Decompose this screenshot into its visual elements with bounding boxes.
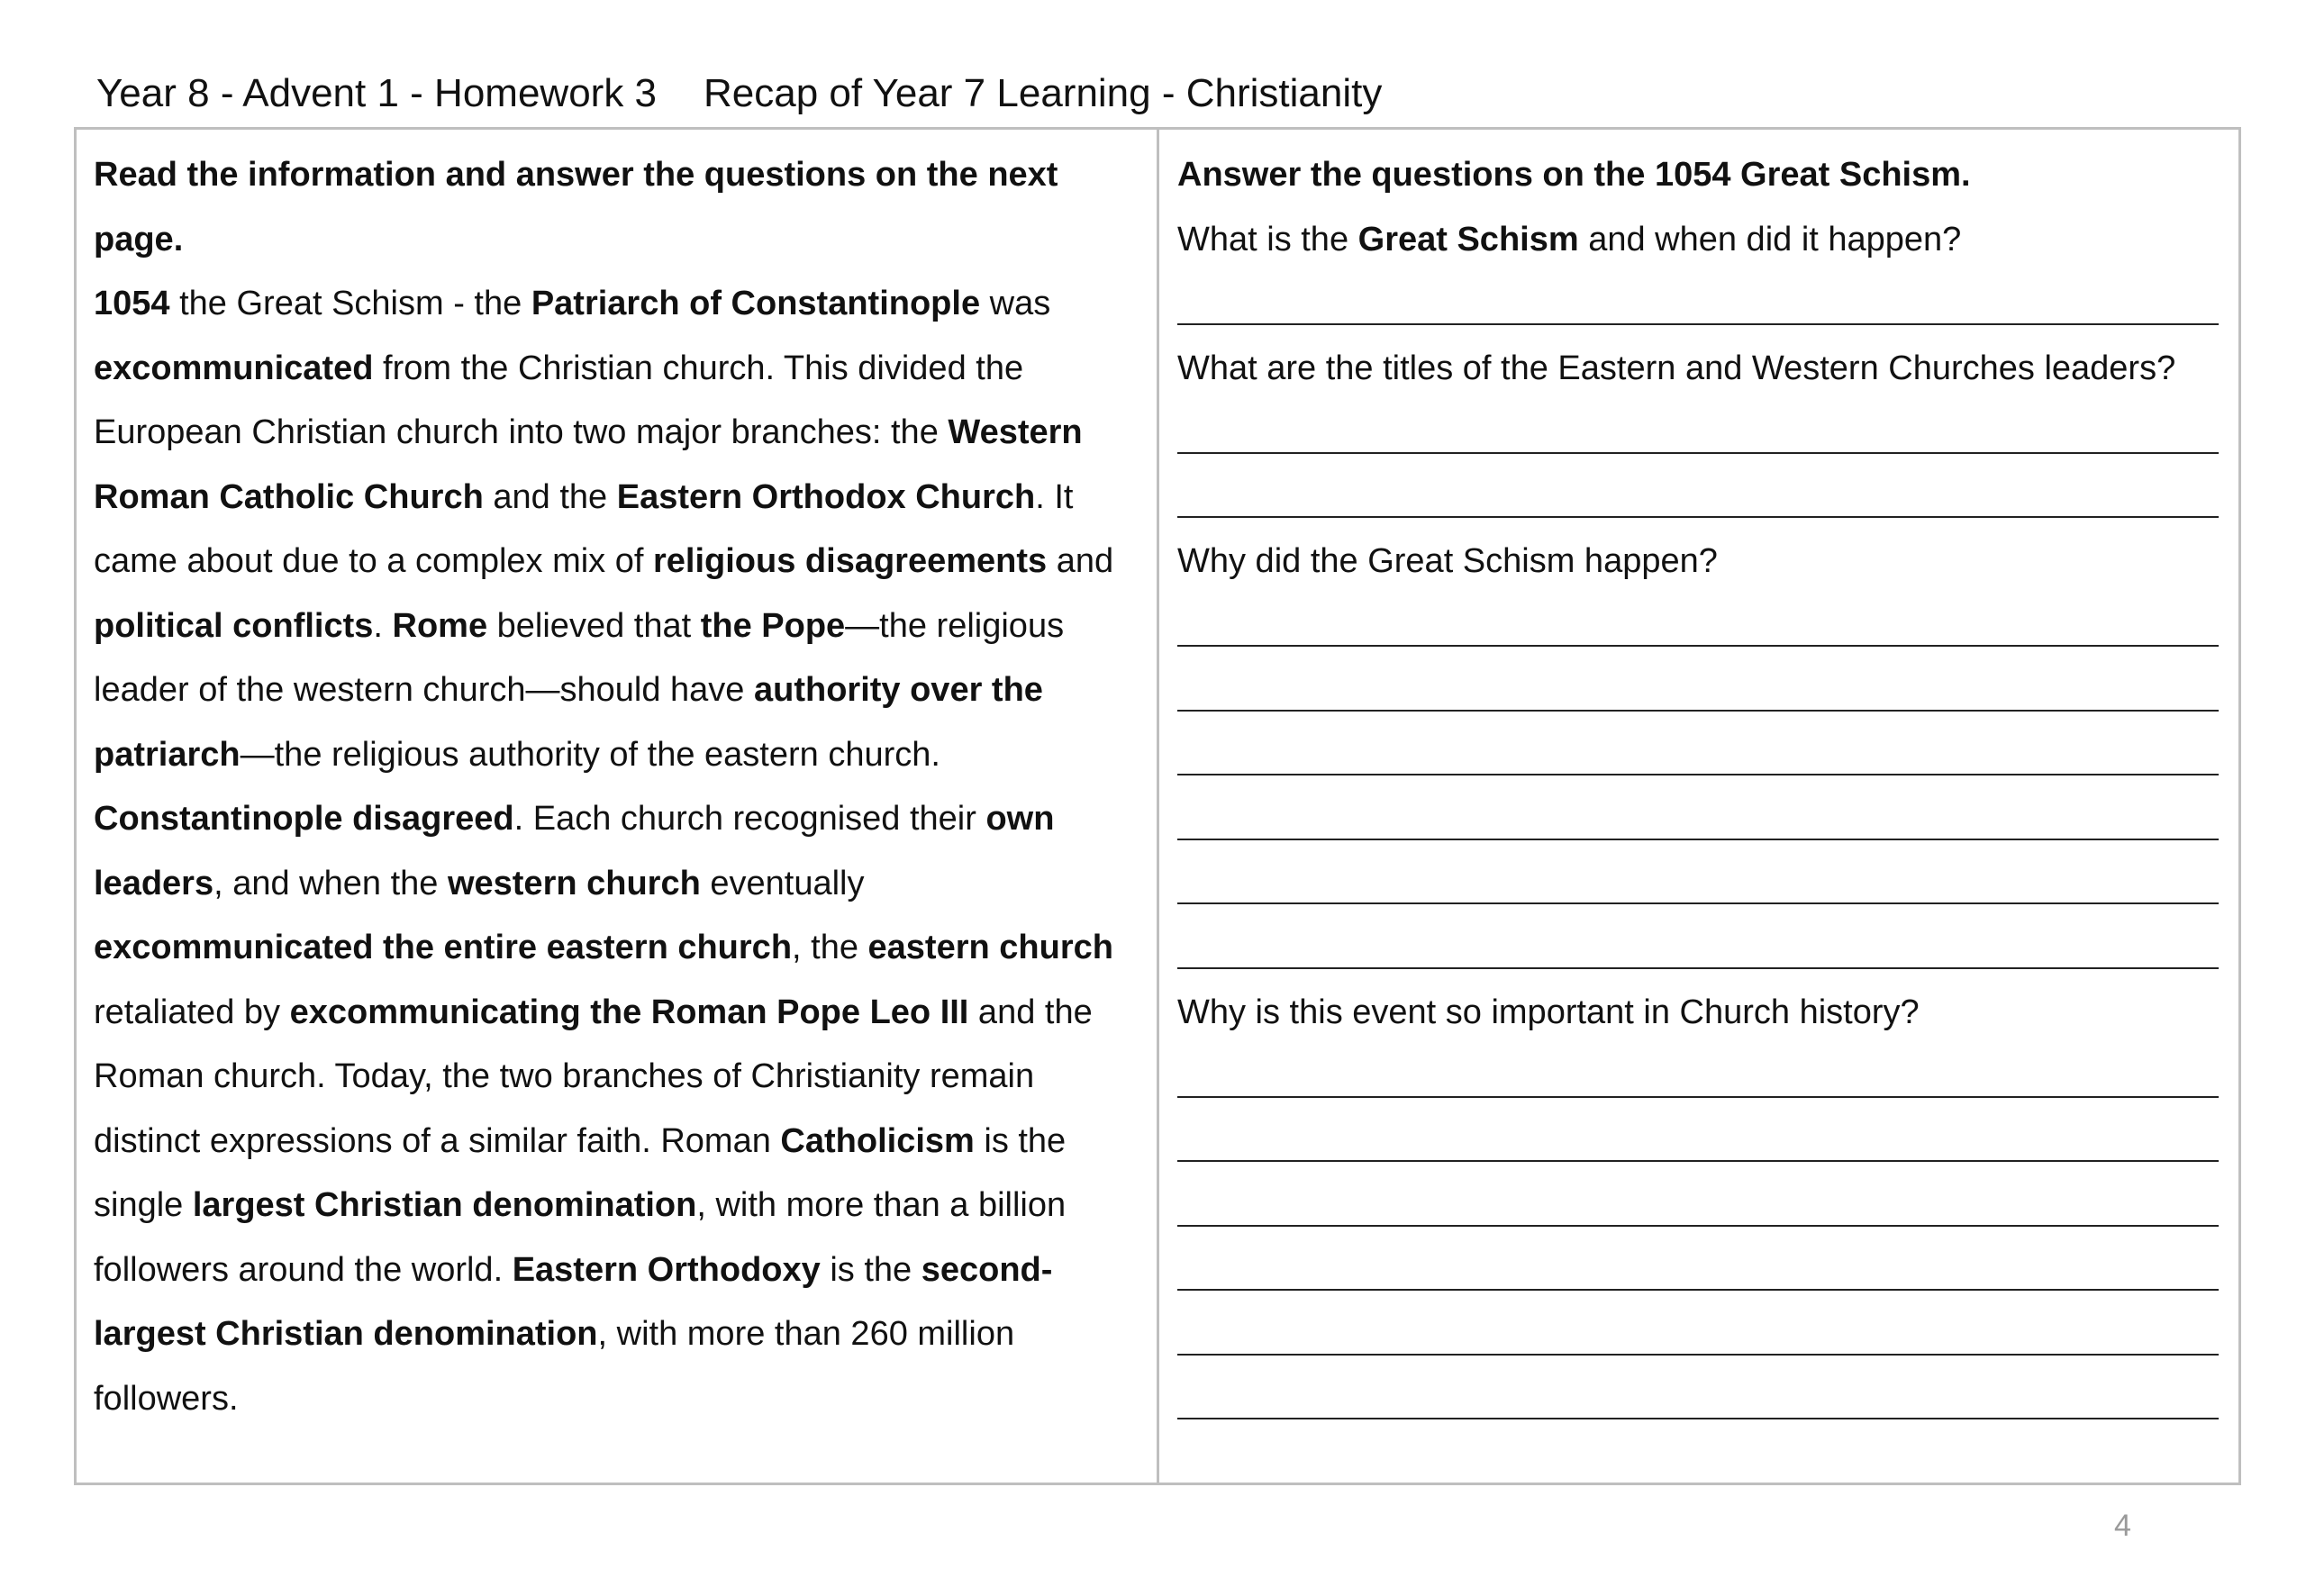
questions-column	[1159, 130, 2238, 1483]
page-title	[96, 67, 1382, 121]
answer-line[interactable]	[1177, 1227, 2219, 1292]
body-text: , with more than 260 million followers.	[94, 1315, 1015, 1418]
emphasis-text: excommunicated the entire eastern church	[94, 929, 793, 966]
question-emphasis: Great Schism	[1357, 220, 1579, 258]
answer-line[interactable]	[1177, 389, 2219, 454]
answer-line[interactable]	[1177, 840, 2219, 905]
question-text: and when did it happen?	[1578, 220, 1962, 258]
emphasis-text: second-largest Christian denomination	[94, 1250, 1053, 1353]
answer-line[interactable]	[1177, 1033, 2219, 1098]
body-text: , the	[792, 929, 868, 966]
information-text	[94, 143, 1140, 1431]
body-text: , with more than a billion followers around the world.	[94, 1186, 1067, 1289]
answer-line[interactable]	[1177, 775, 2219, 840]
body-text: .	[373, 606, 393, 645]
body-text: , and when the	[213, 864, 448, 902]
worksheet-subtitle: Recap of Year 7 Learning - Christianity	[704, 71, 1383, 115]
emphasis-text: religious disagreements	[653, 542, 1048, 580]
question-text: Why did the Great Schism happen?	[1177, 542, 1718, 580]
worksheet-table	[74, 127, 2241, 1485]
body-text: the Great Schism - the	[169, 285, 531, 322]
answer-line[interactable]	[1177, 1162, 2219, 1227]
question-text: What are the titles of the Eastern and Western Churches leaders?	[1177, 349, 2176, 387]
emphasis-text: authority over the patriarch	[94, 671, 1043, 774]
emphasis-text: excommunicating the Roman Pope Leo III	[289, 993, 969, 1031]
emphasis-text: Eastern Orthodox Church	[616, 477, 1036, 516]
emphasis-text: Rome	[392, 606, 488, 645]
emphasis-text: Constantinople disagreed	[94, 800, 514, 838]
emphasis-text: western church	[447, 864, 701, 902]
emphasis-text: Western Roman Catholic Church	[94, 413, 1083, 516]
worksheet-title: Year 8 - Advent 1 - Homework 3	[96, 71, 658, 115]
answer-line[interactable]	[1177, 1098, 2219, 1163]
body-text: believed that	[487, 606, 701, 645]
answer-line[interactable]	[1177, 260, 2219, 325]
body-text: and the Roman church. Today, the two branches of Christianity remain distinct expressions of a similar faith. Roman	[94, 993, 1093, 1160]
body-text: was	[980, 285, 1051, 322]
emphasis-text: Catholicism	[780, 1121, 975, 1160]
question-text: Why is this event so important in Church history?	[1177, 993, 1920, 1031]
questions-heading: Answer the questions on the 1054 Great Schism.	[1177, 156, 1971, 194]
emphasis-text: Eastern Orthodoxy	[512, 1250, 821, 1289]
information-column	[77, 130, 1159, 1483]
emphasis-text: excommunicated	[94, 349, 374, 387]
emphasis-text: own leaders	[94, 800, 1055, 902]
page-number: 4	[2114, 1509, 2131, 1543]
emphasis-text: eastern church	[867, 929, 1113, 966]
emphasis-text: political conflicts	[94, 606, 374, 645]
body-text: . Each church recognised their	[513, 800, 986, 838]
answer-line[interactable]	[1177, 1356, 2219, 1420]
body-text: and	[1047, 542, 1114, 580]
questions-list	[1177, 208, 2219, 1432]
body-text: retaliated by	[94, 993, 290, 1031]
body-text: from the Christian church. This divided the European Christian church into two major branches: the	[94, 349, 1024, 451]
emphasis-text: the Pope	[700, 606, 846, 645]
body-text: eventually	[700, 864, 865, 902]
emphasis-text: Patriarch of Constantinople	[531, 285, 981, 322]
answer-line[interactable]	[1177, 1291, 2219, 1356]
answer-line[interactable]	[1177, 647, 2219, 712]
body-text: is the	[820, 1250, 921, 1289]
answer-line[interactable]	[1177, 712, 2219, 776]
emphasis-text: 1054	[94, 285, 170, 322]
body-text: . It came about due to a complex mix of	[94, 477, 1074, 580]
answer-line[interactable]	[1177, 454, 2219, 519]
answer-line[interactable]	[1177, 904, 2219, 969]
body-text: and the	[483, 477, 617, 516]
question-text: What is the	[1177, 220, 1358, 258]
emphasis-text: Read the information and answer the questions on the next page.	[94, 156, 1058, 258]
body-text: —the religious authority of the eastern church.	[240, 735, 940, 774]
answer-line[interactable]	[1177, 583, 2219, 648]
emphasis-text: largest Christian denomination	[192, 1186, 697, 1224]
body-text: is the single	[94, 1121, 1067, 1224]
body-text: —the religious leader of the western church—should have	[94, 606, 1065, 709]
